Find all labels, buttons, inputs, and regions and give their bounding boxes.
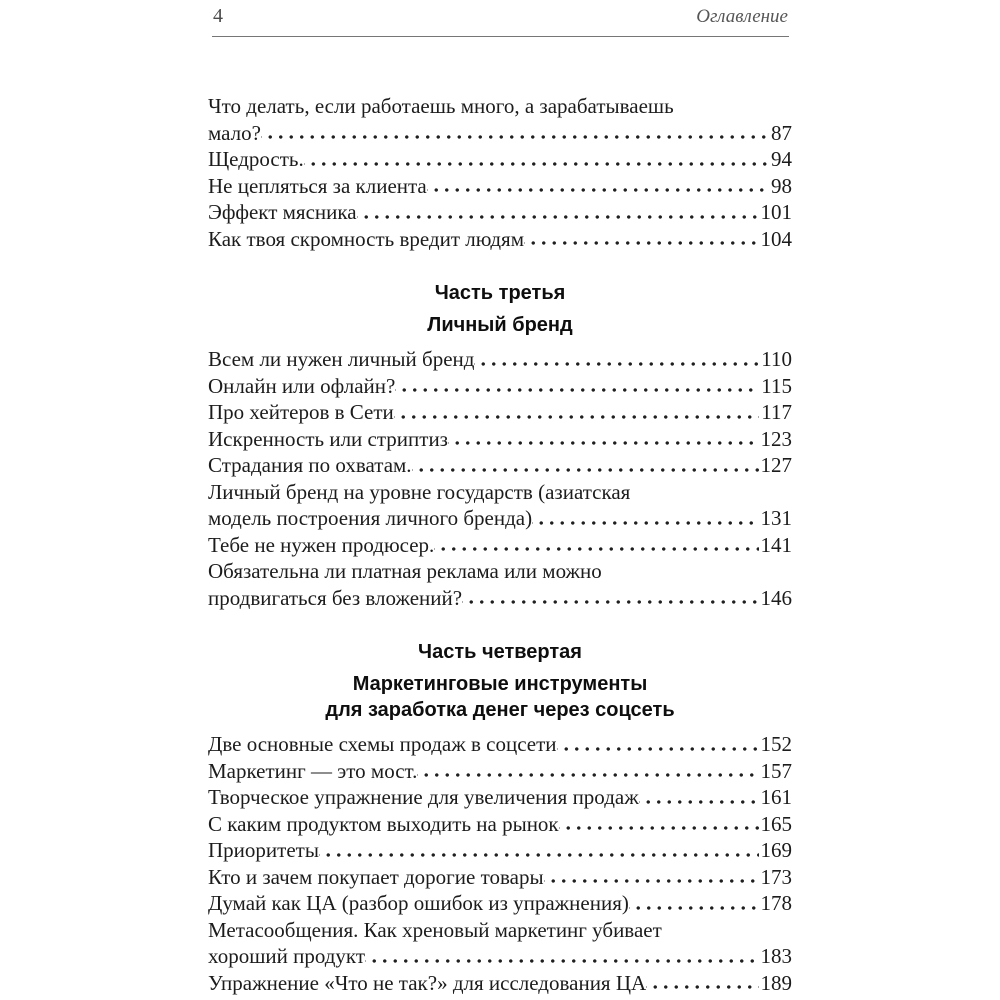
toc-entry-row xyxy=(208,505,792,532)
toc-entry-row xyxy=(208,784,792,811)
toc-entry-row xyxy=(208,731,792,758)
section-heading-line: для заработка денег через соцсеть xyxy=(325,699,675,721)
toc-entry-line: Что делать, если работаешь много, а зарабатываешь xyxy=(208,94,674,118)
toc-entry xyxy=(208,346,792,373)
toc-page-number: 189 xyxy=(760,970,792,995)
toc-page-number: 123 xyxy=(760,426,792,451)
toc-entry-title: Про хейтеров в Сети xyxy=(208,400,394,424)
toc-entry-line: Метасообщения. Как хреновый маркетинг убивает xyxy=(208,917,662,942)
toc-entry xyxy=(208,532,792,559)
dot-leader xyxy=(365,943,758,970)
toc-page-number: 98 xyxy=(771,173,792,198)
toc-entry-row xyxy=(208,199,792,226)
toc-entry-row xyxy=(208,532,792,559)
dot-leader xyxy=(319,837,759,864)
toc-entry-title: Искренность или стриптиз xyxy=(208,426,448,451)
section-heading-line: Часть четвертая xyxy=(418,641,582,663)
toc-page-number: 101 xyxy=(760,200,792,224)
dot-leader xyxy=(261,120,769,147)
folio-page-number: 4 xyxy=(213,5,224,27)
dot-leader xyxy=(357,199,759,226)
toc-entry-row xyxy=(208,758,792,785)
toc-entry xyxy=(208,199,792,226)
toc-entry-row xyxy=(208,226,792,253)
toc-entry-line: Личный бренд на уровне государств (азиатская xyxy=(208,479,631,504)
toc-entry-title: Страдания по охватам. xyxy=(208,453,412,477)
toc-entry-title: Кто и зачем покупает дорогие товары xyxy=(208,864,544,889)
toc-entry-line: Обязательна ли платная реклама или можно xyxy=(208,559,602,583)
toc-entry-row xyxy=(208,346,792,373)
dot-leader xyxy=(462,585,758,612)
dot-leader xyxy=(395,373,759,400)
toc-entry-title: модель построения личного бренда) xyxy=(208,506,533,530)
toc-page-number: 115 xyxy=(761,373,792,398)
toc-page-number: 173 xyxy=(760,864,792,889)
toc-page-number: 152 xyxy=(760,732,792,756)
toc-entry-title: Эффект мясника xyxy=(208,200,357,224)
dot-leader xyxy=(646,970,758,997)
toc-entry-row xyxy=(208,399,792,426)
toc-page-number: 146 xyxy=(760,585,792,610)
toc-entry-title: хороший продукт xyxy=(208,944,366,968)
toc-entry-row xyxy=(208,426,792,453)
toc-page-number: 169 xyxy=(760,838,792,862)
toc-entry-row xyxy=(208,146,792,173)
dot-leader xyxy=(448,426,759,453)
toc-entry-title: Тебе не нужен продюсер. xyxy=(208,532,435,557)
dot-leader xyxy=(639,784,759,811)
running-head-title: Оглавление xyxy=(696,6,788,27)
toc-entry-title: Как твоя скромность вредит людям xyxy=(208,226,525,251)
dot-leader xyxy=(412,452,759,479)
toc-entry-title: продвигаться без вложений? xyxy=(208,585,463,610)
toc-entry xyxy=(208,731,792,758)
toc-entry-title: Щедрость. xyxy=(208,147,304,171)
section-heading-line: Часть третья xyxy=(434,282,566,304)
toc-entry-row xyxy=(208,864,792,891)
toc-entry xyxy=(208,173,792,200)
toc-entry-title: Не цепляться за клиента xyxy=(208,173,427,198)
toc-page-number: 110 xyxy=(761,347,792,371)
toc-entry xyxy=(208,558,792,611)
dot-leader xyxy=(427,173,769,200)
toc-entry-row xyxy=(208,970,792,997)
dot-leader xyxy=(629,890,759,917)
dot-leader xyxy=(434,532,758,559)
toc-entry xyxy=(208,146,792,173)
toc-entry-title: Всем ли нужен личный бренд xyxy=(208,347,475,371)
toc-page-number: 104 xyxy=(760,226,792,251)
toc-page-number: 87 xyxy=(771,120,792,145)
dot-leader xyxy=(559,811,759,838)
toc-entry-row xyxy=(208,173,792,200)
toc-entry-row xyxy=(208,811,792,838)
toc-entry-row xyxy=(208,890,792,917)
dot-leader xyxy=(474,346,759,373)
toc-entry-row xyxy=(208,452,792,479)
toc-entry xyxy=(208,93,792,146)
toc-entry xyxy=(208,837,792,864)
toc-entry xyxy=(208,426,792,453)
section-heading xyxy=(208,671,792,723)
toc-page-number: 131 xyxy=(760,506,792,530)
toc-entry-title: мало? xyxy=(208,120,261,145)
toc-entry-title: Маркетинг — это мост. xyxy=(208,758,418,783)
toc-entry-row xyxy=(208,373,792,400)
toc-entry-row xyxy=(208,943,792,970)
toc-entry xyxy=(208,890,792,917)
toc-entry-row xyxy=(208,585,792,612)
dot-leader xyxy=(532,505,758,532)
toc xyxy=(208,37,792,996)
toc-page-number: 127 xyxy=(760,453,792,477)
toc-entry xyxy=(208,373,792,400)
toc-entry xyxy=(208,452,792,479)
toc-page-number: 157 xyxy=(760,758,792,783)
section-heading xyxy=(208,280,792,306)
section-heading xyxy=(208,639,792,665)
toc-entry xyxy=(208,970,792,997)
toc-entry xyxy=(208,864,792,891)
toc-entry-title: Думай как ЦА (разбор ошибок из упражнения) xyxy=(208,891,629,915)
toc-entry-title: Онлайн или офлайн? xyxy=(208,373,396,398)
toc-page-number: 161 xyxy=(760,785,792,809)
toc-page-number: 117 xyxy=(761,400,792,424)
toc-entry-row xyxy=(208,837,792,864)
toc-entry-title: С каким продуктом выходить на рынок xyxy=(208,811,559,836)
toc-entry-title: Творческое упражнение для увеличения продаж xyxy=(208,785,639,809)
toc-entry xyxy=(208,917,792,970)
toc-entry xyxy=(208,399,792,426)
toc-entry-title: Упражнение «Что не так?» для исследования ЦА xyxy=(208,970,647,995)
section-heading xyxy=(208,312,792,338)
toc-page-number: 178 xyxy=(760,891,792,915)
section-heading-line: Маркетинговые инструменты xyxy=(352,673,648,695)
section-heading-line: Личный бренд xyxy=(427,314,573,336)
toc-entry xyxy=(208,784,792,811)
running-head xyxy=(212,0,789,37)
toc-entry xyxy=(208,226,792,253)
toc-entry xyxy=(208,811,792,838)
dot-leader xyxy=(544,864,759,891)
toc-page-number: 183 xyxy=(760,944,792,968)
dot-leader xyxy=(394,399,759,426)
dot-leader xyxy=(304,146,769,173)
toc-page-number: 165 xyxy=(760,811,792,836)
toc-entry xyxy=(208,479,792,532)
toc-entry-title: Приоритеты xyxy=(208,838,319,862)
toc-entry-row xyxy=(208,120,792,147)
toc-entry xyxy=(208,758,792,785)
dot-leader xyxy=(557,731,759,758)
dot-leader xyxy=(524,226,758,253)
toc-entry-title: Две основные схемы продаж в соцсети xyxy=(208,732,557,756)
toc-page-number: 141 xyxy=(760,532,792,557)
toc-page-number: 94 xyxy=(771,147,792,171)
dot-leader xyxy=(417,758,758,785)
